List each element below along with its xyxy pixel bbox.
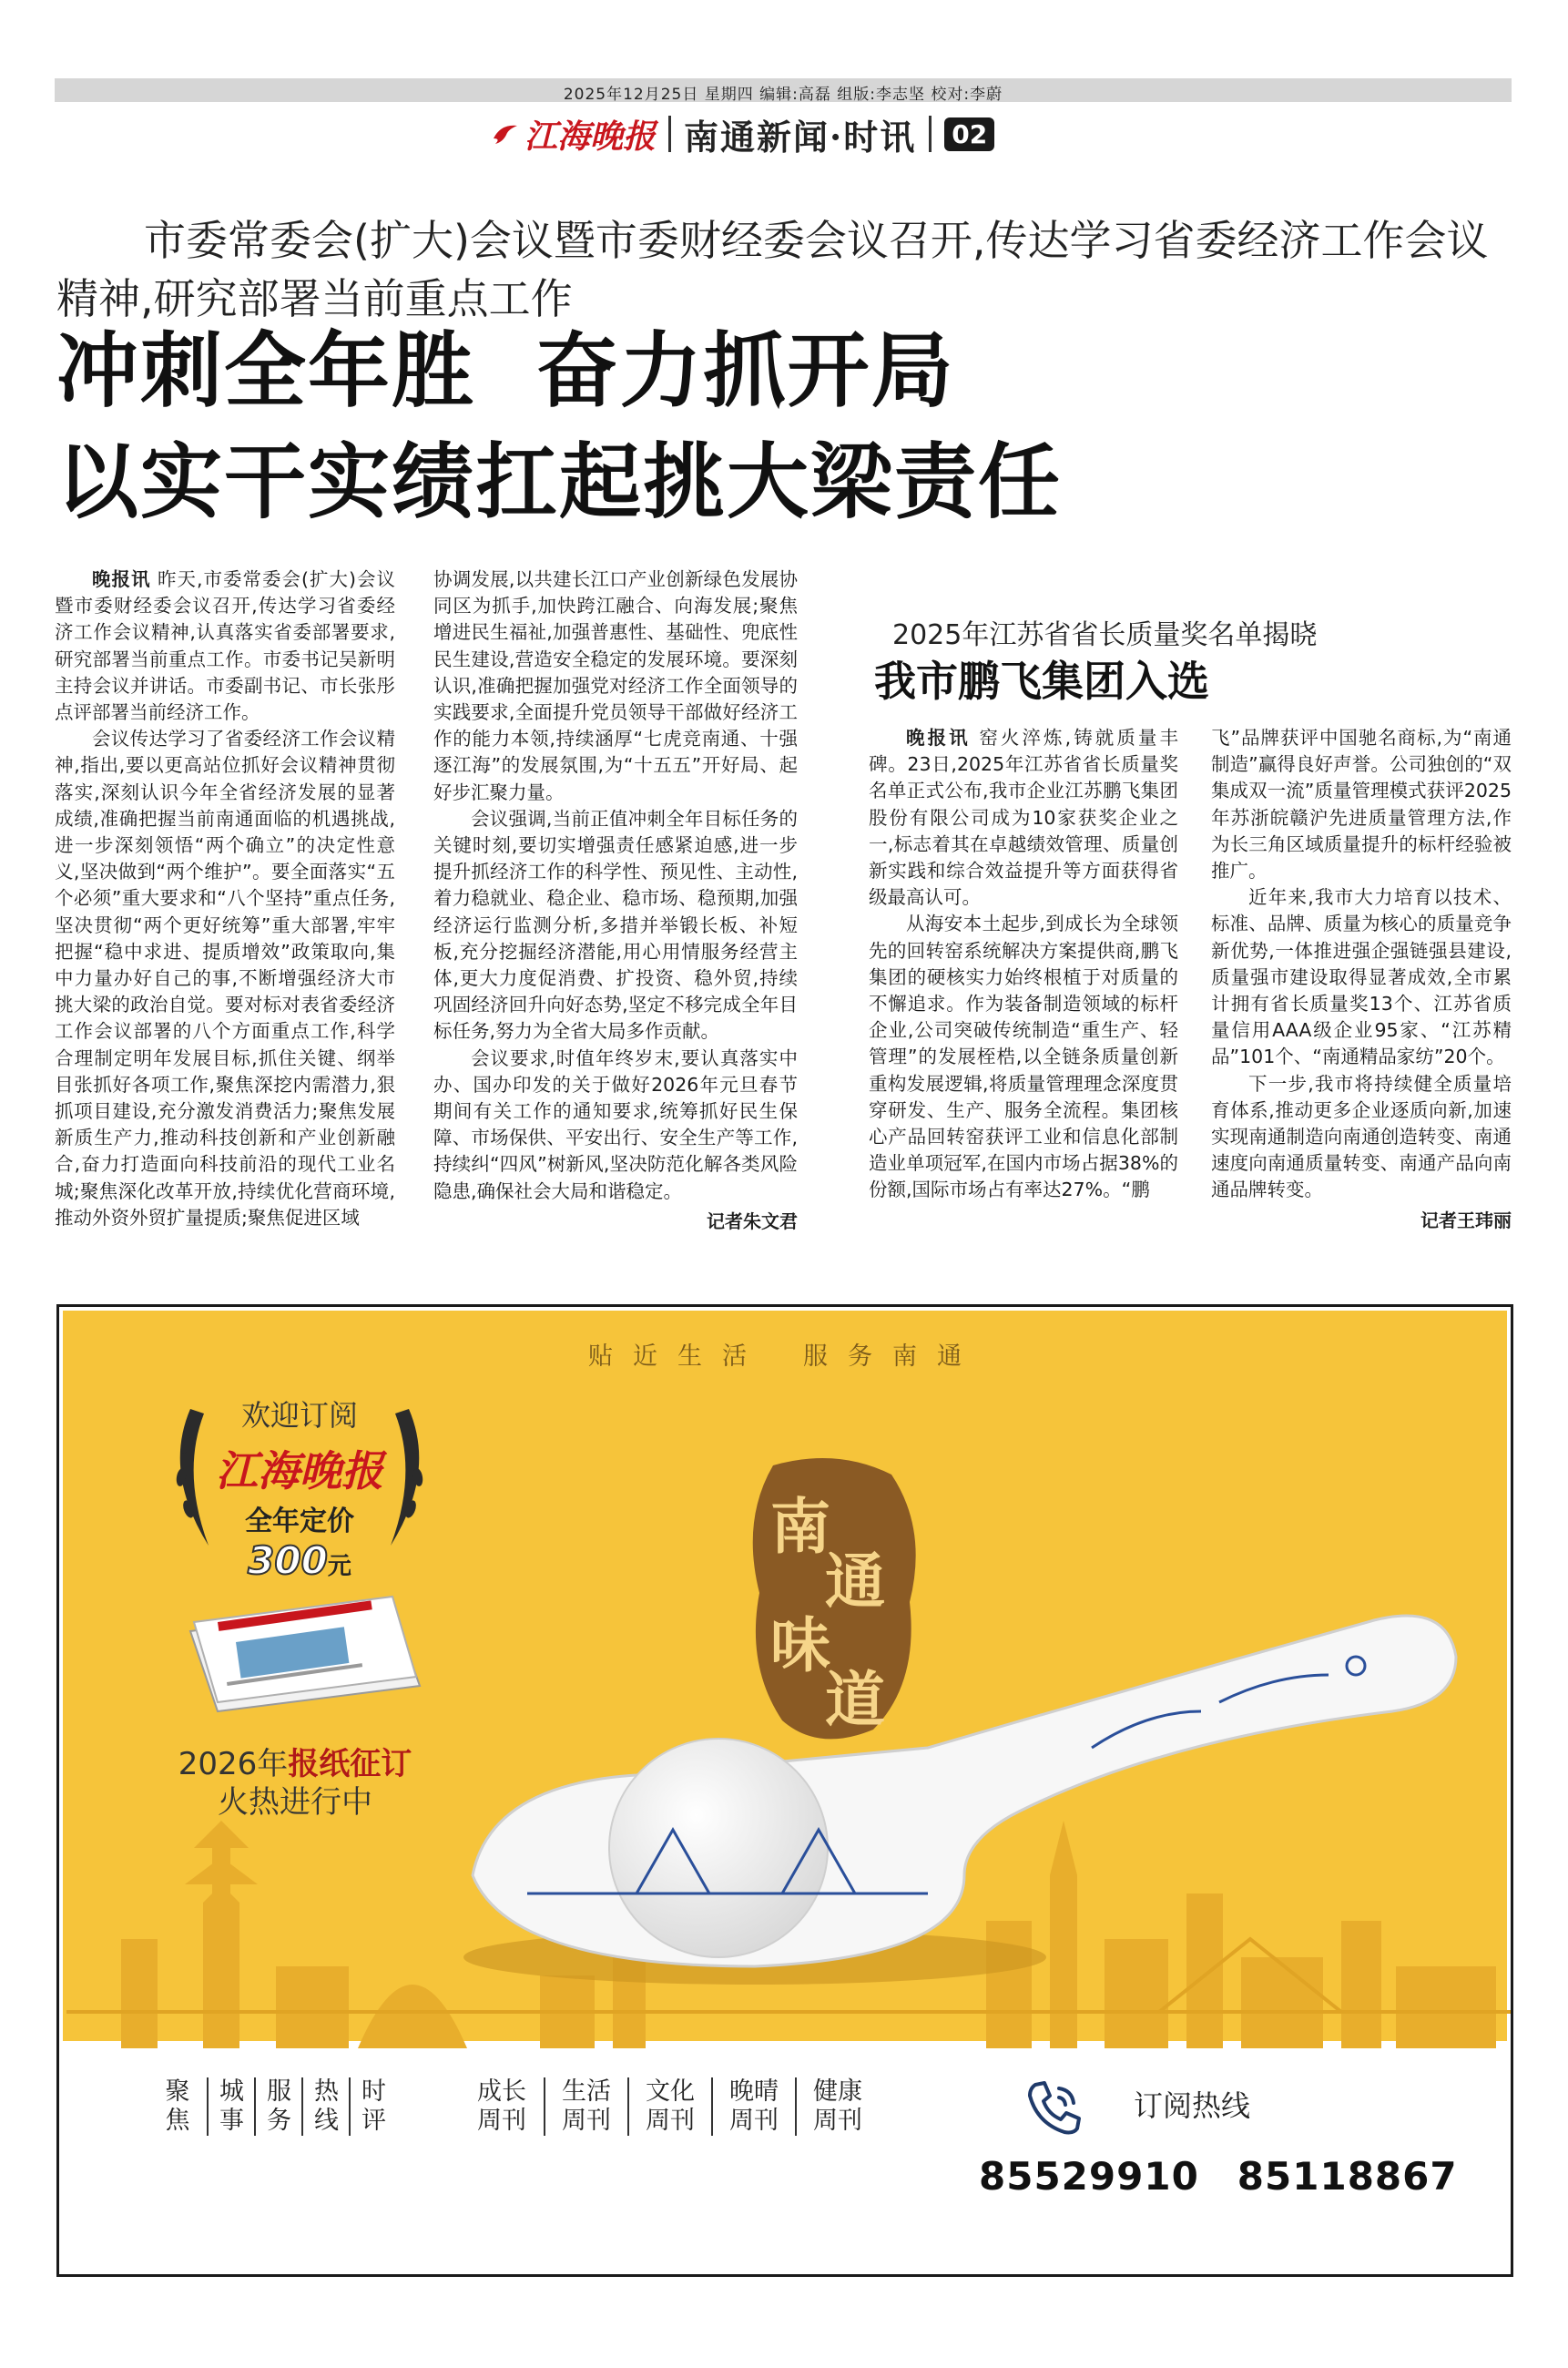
second-source: 晚报讯 (906, 727, 971, 749)
lead-column-1 (55, 566, 395, 1231)
hotline-number: 85118867 (1237, 2154, 1458, 2199)
lead-paragraph: 会议要求,时值年终岁末,要认真落实中办、国办印发的关于做好2026年元旦春节期间有关工作的通知要求,统筹抓好民生保障、市场保供、平安出行、安全生产等工作,持续纠“四风”树新风,坚决防范化解各类风险隐患,确保社会大局和谐稳定。 (433, 1046, 798, 1202)
weekly-item: 成长 周刊 (477, 2077, 526, 2135)
weekly-item: 生活 周刊 (544, 2077, 627, 2136)
lead-kicker: 市委常委会(扩大)会议暨市委财经委会议召开,传达学习省委经济工作会议精神,研究部署当前重点工作 (56, 216, 1489, 323)
spoon-tangyuan-icon (454, 1602, 1474, 2003)
category-item: 服务 (254, 2077, 301, 2136)
lead-column-2 (433, 566, 798, 1235)
paper-logo-text: 江海晚报 (524, 117, 657, 156)
second-headline: 我市鹏飞集团入选 (874, 657, 1209, 706)
phone-icon (1023, 2077, 1084, 2139)
second-column-2 (1211, 725, 1512, 1234)
dateline: 2025年12月25日 星期四 编辑:高磊 组版:李志坚 校对:李蔚 (563, 86, 1003, 104)
hotline-numbers (979, 2154, 1458, 2199)
campaign-line2: 火热进行中 (218, 1784, 372, 1821)
dateline-bar (55, 78, 1512, 102)
second-paragraph: 飞”品牌获评中国驰名商标,为“南通制造”赢得良好声誉。公司独创的“双集成双一流”质量管理模式获评2025年苏浙皖赣沪先进质量管理方法,作为长三角区域质量提升的标杆经验被推广。 (1211, 727, 1512, 883)
hotline-label: 订阅热线 (1134, 2088, 1251, 2123)
seal-char-4: 道 (825, 1664, 885, 1735)
lead-headline-line1: 冲刺全年胜 奋力抓开局 (56, 323, 955, 419)
lead-paragraph: 协调发展,以共建长江口产业创新绿色发展协同区为抓手,加快跨江融合、向海发展;聚焦增进民生福祉,加强普惠性、基础性、兜底性民生建设,营造安全稳定的发展环境。要深刻认识,准确把握加强党对经济工作全面领导的实践要求,全面提升党员领导干部做好经济工作的能力本领,持续涵厚“七虎竞南通、十强逐江海”的发展氛围,为“十五五”开好局、起好步汇聚力量。 (433, 568, 798, 803)
second-paragraph: 近年来,我市大力培育以技术、标准、品牌、质量为核心的质量竞争新优势,一体推进强企强链强县建设,质量强市建设取得显著成效,全市累计拥有省长质量奖13个、江苏省质量信用AAA级企业95家、“江苏精品”101个、“南通精品家纺”20个。 (1211, 886, 1512, 1068)
subscription-badge (154, 1382, 445, 1583)
lead-paragraph: 会议传达学习了省委经济工作会议精神,指出,要以更高站位抓好会议精神贯彻落实,深刻认识今年全省经济发展的显著成绩,准确把握当前南通面临的机遇挑战,进一步深刻领悟“两个确立”的决定性意义,坚决做到“两个维护”。要全面落实“五个必须”重大要求和“八个坚持”重点任务,坚决贯彻“两个更好统筹”重大部署,牢牢把握“稳中求进、提质增效”政策取向,集中力量办好自己的事,不断增强经济大市挑大梁的政治自觉。要对标对表省委经济工作会议部署的八个方面重点工作,科学合理制定明年发展目标,抓住关键、纲举目张抓好各项工作,聚焦深挖内需潜力,狠抓项目建设,充分激发消费活力;聚焦发展新质生产力,推动科技创新和产业创新融合,奋力打造面向科技前沿的现代工业名城;聚焦深化改革开放,持续优化营商环境,推动外资外贸扩量提质;聚焦促进区域 (55, 728, 395, 1229)
second-reporter: 记者王玮丽 (1420, 1209, 1512, 1231)
ad-weekly-categories (460, 2077, 879, 2136)
masthead-divider (929, 116, 932, 152)
seal-char-2: 通 (825, 1546, 885, 1617)
lead-source: 晚报讯 (92, 568, 151, 590)
section-title: 南通新闻·时讯 (684, 116, 917, 158)
category-item: 热线 (301, 2077, 349, 2136)
seal-char-3: 味 (770, 1609, 830, 1680)
hotline-number: 85529910 (979, 2154, 1199, 2199)
ad-categories (159, 2077, 396, 2136)
ad-banner (63, 1311, 1507, 2041)
second-paragraph: 下一步,我市将持续健全质量培育体系,推动更多企业逐质向新,加速实现南通制造向南通创造转变、南通速度向南通质量转变、南通产品向南通品牌转变。 (1211, 1072, 1512, 1201)
page-number: 02 (944, 117, 994, 151)
second-column-1 (869, 725, 1178, 1204)
ad-welcome: 欢迎订阅 (240, 1398, 358, 1433)
weekly-item: 文化 周刊 (627, 2077, 711, 2136)
weekly-item: 晚晴 周刊 (711, 2077, 795, 2136)
masthead-divider (668, 116, 671, 152)
category-item: 城事 (207, 2077, 254, 2136)
newspaper-stack-icon (181, 1595, 427, 1713)
lead-paragraph: 会议强调,当前正值冲刺全年目标任务的关键时刻,要切实增强责任感紧迫感,进一步提升抓经济工作的科学性、预见性、主动性,着力稳就业、稳企业、稳市场、稳预期,加强经济运行监测分析,多措并举锻长板、补短板,充分挖掘经济潜能,用心用情服务经营主体,更大力度促消费、扩投资、稳外贸,持续巩固经济回升向好态势,坚定不移完成全年目标任务,努力为全省大局多作贡献。 (433, 807, 798, 1043)
category-item: 聚焦 (165, 2077, 190, 2135)
lead-headline-line2: 以实干实绩扛起挑大梁责任 (56, 434, 1062, 530)
seal-char-1: 南 (770, 1491, 830, 1562)
lead-paragraph: 晚报讯 昨天,市委常委会(扩大)会议暨市委财经委会议召开,传达学习省委经济工作会议精神,认真落实省委部署要求,研究部署当前重点工作。市委书记吴新明主持会议并讲话。市委副书记、市长张彤点评部署当前经济工作。 (55, 568, 395, 724)
masthead (492, 111, 994, 157)
ad-paper-logo: 江海晚报 (216, 1446, 383, 1495)
ad-price-label: 全年定价 (245, 1506, 354, 1537)
second-paragraph: 晚报讯 窑火淬炼,铸就质量丰碑。23日,2025年江苏省省长质量奖名单正式公布,我市企业江苏鹏飞集团股份有限公司成为10家获奖企业之一,标志着其在卓越绩效管理、质量创新实践和综合效益提升等方面获得省级最高认可。 (869, 727, 1178, 909)
second-kicker: 2025年江苏省省长质量奖名单揭晓 (892, 619, 1318, 651)
weekly-item: 健康 周刊 (795, 2077, 879, 2136)
bird-logo-icon (492, 120, 519, 148)
campaign-line1: 2026年报纸征订 (178, 1746, 412, 1782)
ad-price: 300元 (248, 1538, 351, 1583)
paper-logo (492, 111, 656, 158)
second-paragraph: 从海安本土起步,到成长为全球领先的回转窑系统解决方案提供商,鹏飞集团的硬核实力始终根植于对质量的不懈追求。作为装备制造领域的标杆企业,公司突破传统制造“重生产、轻管理”的发展桎梏,以全链条质量创新重构发展逻辑,将质量管理理念深度贯穿研发、生产、服务全流程。集团核心产品回转窑获评工业和信息化部制造业单项冠军,在国内市场占据38%的份额,国际市场占有率达27%。“鹏 (869, 913, 1178, 1201)
lead-reporter: 记者朱文君 (707, 1210, 798, 1232)
subscription-ad (56, 1304, 1513, 2277)
category-item: 时评 (349, 2077, 396, 2136)
ad-slogan: 贴近生活 服务南通 (588, 1342, 982, 1371)
